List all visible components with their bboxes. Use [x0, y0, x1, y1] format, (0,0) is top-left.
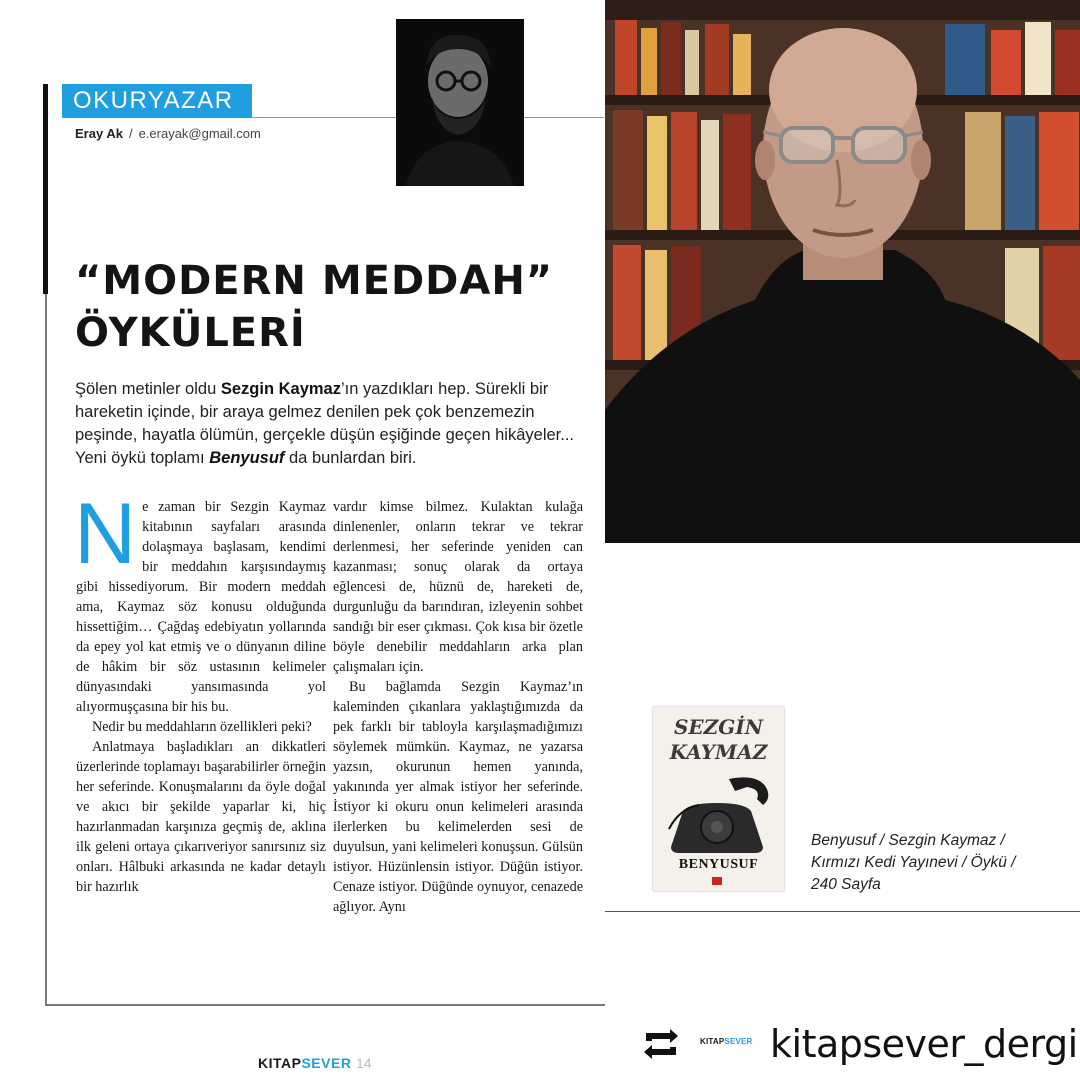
section-tag: OKURYAZAR — [62, 84, 252, 118]
lead-text-3: da bunlardan biri. — [284, 449, 417, 467]
author-portrait — [396, 19, 524, 186]
lead-text-1: Şölen metinler oldu — [75, 380, 221, 398]
byline — [75, 126, 261, 141]
repost-icon[interactable] — [640, 1025, 682, 1063]
headline-line-2: ÖYKÜLERİ — [75, 310, 306, 356]
lead-author-name: Sezgin Kaymaz — [220, 380, 341, 398]
repost-brand — [700, 1037, 753, 1046]
lead-book-title: Benyusuf — [209, 449, 285, 467]
brand-part: KITAP — [700, 1037, 725, 1046]
article-lead — [75, 378, 575, 470]
author-email: e.erayak@gmail.com — [138, 126, 261, 141]
book-cover-title: BENYUSUF — [678, 857, 759, 872]
telephone-icon — [659, 769, 777, 857]
book-cover-author-line: SEZGİN — [673, 715, 763, 739]
author-photo — [605, 0, 1080, 543]
caption-rule — [605, 911, 1080, 912]
body-paragraph — [74, 486, 326, 717]
drop-cap: N — [74, 486, 137, 582]
caption-line: 240 Sayfa — [811, 876, 881, 893]
brand-part: SEVER — [301, 1055, 352, 1071]
body-paragraph: Bu bağlamda Sezgin Kaymaz’ın kaleminden çıkanlara yaklaştığımızda da pek farklı bir tabloyla karşılaşmadığımızı söylemek mümkün. Kaymaz, ne yazarsa yazsın, okurunun hemen yanında, yakınında yer almak istiyor her seferinde. İstiyor ki okuru onun kelimeleri arasında ilerlerken bu kelimelerden sesi de duyulsun, yani kelimeleri konuşsun. Gülsün istiyor. Hüzünlensin istiyor. Düğün istiyor. Cenaze istiyor. Düğünde oynuyor, cenazede ağlıyor. Aynı — [333, 679, 583, 915]
headline-line-1: “MODERN MEDDAH” — [75, 258, 554, 304]
body-paragraph: vardır kimse bilmez. Kulaktan kulağa dinlenenler, onların tekrar ve tekrar derlenmesi, her seferinde yeniden can kazanması; sonuç olarak da ortaya eğlencesi de, hüznü de, hareketi de, durgunluğu da barındıran, izleyenin sohbet sandığı bir eser çıkması. Çok kısa bir özetle böyle denebilir meddahların arka plan çalışmaları için. — [333, 499, 583, 675]
caption-line: Kırmızı Kedi Yayınevi / Öykü / — [811, 854, 1016, 871]
author-name: Eray Ak — [75, 126, 123, 141]
lead-text-2: ’ın yazdıkları hep. Sürekli bir hareketin içinde, bir araya gelmez denilen pek çok benzemezin peşinde, hayatla ölümün, gerçekle düşün eşiğinde geçen hikâyeler... Yeni öykü toplamı — [75, 380, 574, 467]
article-headline — [75, 255, 595, 359]
body-column-2 — [333, 497, 583, 917]
body-text: e zaman bir Sezgin Kaymaz kitabının sayfaları arasında dolaşmaya başlasam, kendimi bir meddahın karşısındaymış gibi hissediyorum. Bir modern meddah ama, Kaymaz söz konusu olduğunda hissettiğim… Çağdaş edebiyatın yollarında da epey yol kat etmiş ve o dünyanın diline de hâkim bir söz ustasının kelimeler dünyasındaki yansımasında yol alıyormuşçasına bir his bu. — [76, 499, 326, 715]
book-caption — [811, 830, 1051, 896]
caption-line: Benyusuf / Sezgin Kaymaz / — [811, 832, 1005, 849]
accent-bar — [43, 84, 48, 294]
brand-part: SEVER — [724, 1037, 753, 1046]
publisher-logo — [712, 877, 722, 885]
body-column-1 — [74, 486, 326, 897]
brand-part: KITAP — [258, 1055, 302, 1071]
book-cover — [653, 707, 784, 891]
magazine-brand — [258, 1055, 351, 1071]
body-paragraph: Anlatmaya başladıkları an dikkatleri üzerlerinde toplamayı başarabilirler örneğin her seferinde. Konuşmalarını da öyle doğal ve akıcı bir şekilde yaparlar ki, hiç hazırlanmadan karşınıza geçmiş de, aklına ilk geleni ortaya çıkarıveriyor sanırsınız siz onları. Hâlbuki arkasında ne kadar detaylı bir hazırlık — [76, 739, 326, 895]
account-handle[interactable]: kitapsever_dergi — [770, 1022, 1078, 1066]
book-cover-author-line: KAYMAZ — [669, 740, 768, 764]
page-frame-left — [45, 294, 47, 1006]
book-cover-author — [653, 715, 784, 765]
body-paragraph: Nedir bu meddahların özellikleri peki? — [92, 719, 312, 735]
byline-separator: / — [128, 126, 133, 141]
page-frame-bottom — [45, 1004, 605, 1006]
page-number: 14 — [356, 1055, 372, 1071]
